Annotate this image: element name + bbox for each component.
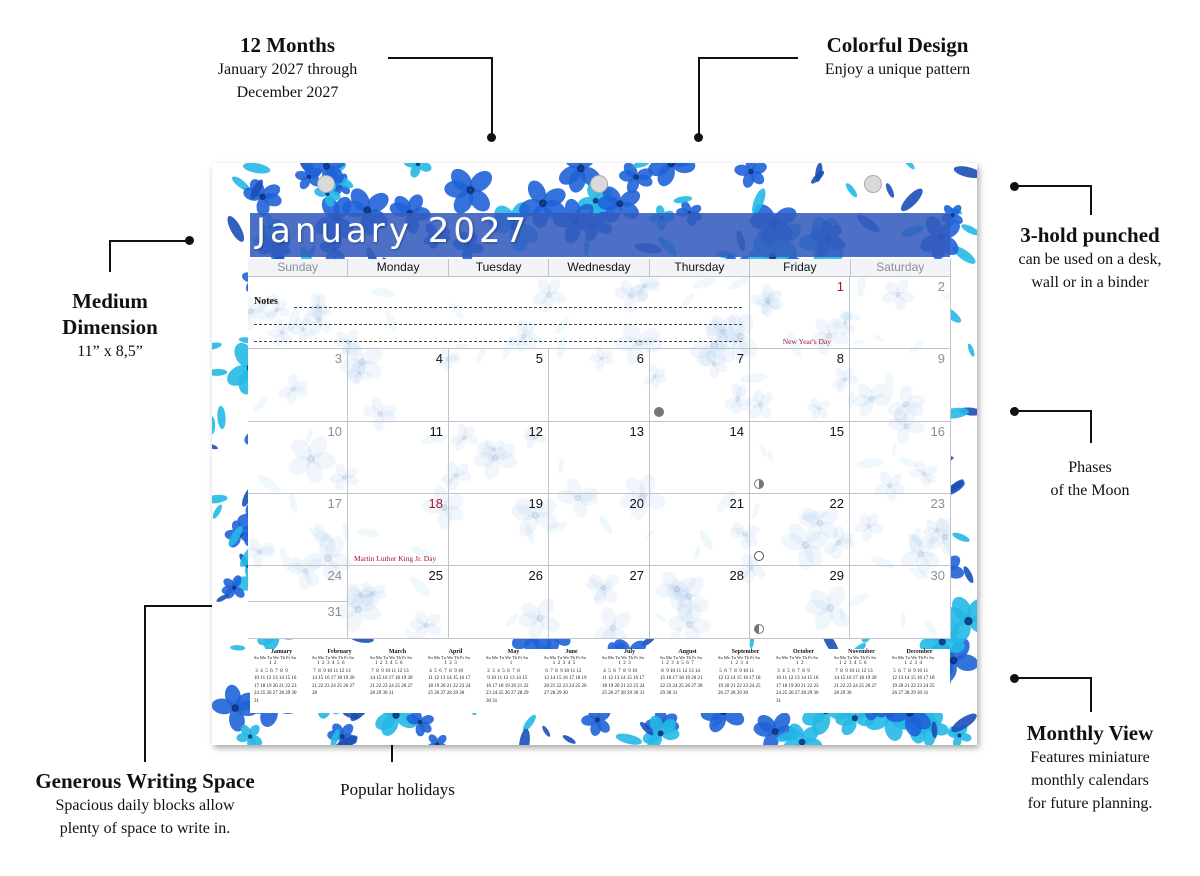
mini-week-row: 28 29 30 31 [370,691,394,696]
day-cell[interactable] [348,494,449,566]
callout-text: plenty of space to write in. [59,820,231,837]
callout-title: 12 Months [239,33,336,57]
mini-calendar-may [486,649,541,713]
punch-hole-right [864,175,882,193]
mini-week-row: 7 8 9 10 11 12 13 [834,668,873,674]
mini-week-row: 2 3 4 5 6 7 8 [486,668,520,674]
day-number: 4 [435,351,443,366]
day-number: 6 [636,351,644,366]
mini-week-row: 17 18 19 20 21 22 23 [776,683,819,689]
callout-title: Medium [72,289,148,313]
mini-week-row: 25 26 27 28 29 30 31 [602,691,645,696]
day-cell[interactable] [650,566,750,639]
day-number: 1 [836,279,844,294]
mini-month-name: December [906,649,933,655]
month-grid [248,259,951,639]
mini-week-row: 5 6 7 8 9 10 11 [718,668,755,674]
callout-text: monthly calendars [1031,772,1149,789]
mini-week-row: 24 25 26 27 28 29 30 [254,691,297,696]
leader-dot [694,133,703,142]
day-number: 15 [829,424,844,439]
callout-title: Colorful Design [826,33,969,57]
day-cell[interactable] [750,494,850,566]
callout-title: Dimension [62,315,158,339]
month-title: January 2027 [256,211,531,251]
mini-week-row: 10 11 12 13 14 15 16 [776,676,819,681]
mini-week-row: 11 12 13 14 15 16 17 [602,676,645,681]
mini-week-row: 1 2 [776,661,804,666]
mini-weekday-header: Su Mo Tu We Th Fr Sa [834,655,876,660]
day-number: 12 [528,424,543,439]
day-cell[interactable] [850,349,951,422]
punch-hole-left [317,175,335,193]
leader-dot [185,236,194,245]
mini-week-row: 28 [312,691,317,696]
day-cell[interactable] [549,566,650,639]
weekday-header [248,259,951,277]
mini-calendar-september [718,649,773,713]
callout-text: Spacious daily blocks allow [55,797,235,814]
weekday-sunday: Sunday [248,259,348,276]
callout-text: Enjoy a unique pattern [824,61,971,78]
day-cell[interactable] [449,494,549,566]
mini-week-row: 10 11 12 13 14 15 16 [254,676,297,681]
day-number: 10 [327,424,342,439]
day-number: 24 [327,568,342,583]
mini-week-row: 1 2 3 4 5 6 [834,661,867,666]
mini-week-row: 12 13 14 15 16 17 18 [718,676,761,681]
note-line [254,324,742,325]
mini-week-row: 19 20 21 22 23 24 25 [892,683,935,689]
note-line [294,307,742,308]
day-cell[interactable] [348,422,449,494]
new-moon-icon [654,407,664,417]
day-number: 19 [528,496,543,511]
mini-week-row: 22 23 24 25 26 27 28 [660,683,703,689]
mini-week-row: 29 30 31 [660,691,678,696]
mini-week-row: 4 5 6 7 8 9 10 [602,668,637,674]
mini-weekday-header: Su Mo Tu We Th Fr Sa [892,655,934,660]
day-number: 26 [528,568,543,583]
leader-line [1014,677,1092,679]
leader-dot [487,133,496,142]
day-number: 8 [836,351,844,366]
mini-week-row: 24 25 26 27 28 29 30 [776,691,819,696]
callout-text: of the Moon [1050,482,1130,499]
mini-week-row: 1 [486,661,513,666]
callout-text: Popular holidays [340,780,455,799]
mini-weekday-header: Su Mo Tu We Th Fr Sa [718,655,760,660]
notes-label: Notes [254,296,278,307]
full-moon-icon [754,551,764,561]
day-cell[interactable] [248,349,348,422]
day-number: 11 [429,424,443,439]
callout-title: Generous Writing Space [35,769,255,793]
last-quarter-moon-icon [754,624,764,634]
mini-week-row: 28 29 30 [834,691,852,696]
mini-week-row: 3 4 5 6 7 8 9 [254,668,288,674]
leader-line [1090,185,1092,215]
day-number: 30 [930,568,945,583]
leader-line [388,57,492,59]
day-number: 31 [327,604,342,619]
mini-week-row: 23 24 25 26 27 28 29 [486,691,529,696]
callout-text: December 2027 [236,84,339,101]
day-number: 16 [930,424,945,439]
day-cell[interactable] [549,494,650,566]
calendar-sheet [212,163,977,745]
day-cell[interactable] [850,277,951,349]
leader-line [1014,410,1092,412]
leader-line [144,605,146,762]
leader-line [1090,410,1092,443]
mini-month-name: May [507,649,520,655]
day-cell[interactable] [248,602,348,639]
day-number: 17 [327,496,342,511]
first-quarter-moon-icon [754,479,764,489]
callout-text: 11” x 8,5” [77,343,143,360]
mini-calendar-october [776,649,831,713]
day-cell[interactable] [449,422,549,494]
mini-week-row: 1 2 3 4 5 6 7 [660,661,694,666]
mini-weekday-header: Su Mo Tu We Th Fr Sa [254,655,296,660]
callout-text: wall or in a binder [1031,274,1149,291]
day-cell[interactable] [750,422,850,494]
day-number: 3 [334,351,342,366]
mini-week-row: 25 26 27 28 29 30 [428,691,465,696]
mini-week-row: 1 2 3 [428,661,457,666]
day-number: 28 [729,568,744,583]
leader-line [698,57,700,137]
mini-week-row: 15 16 17 18 19 20 21 [660,676,703,681]
mini-weekday-header: Su Mo Tu We Th Fr Sa [544,655,586,660]
mini-week-row: 27 28 29 30 [544,691,568,696]
mini-month-name: February [327,649,352,655]
day-number: 5 [535,351,543,366]
mini-week-row: 1 2 3 4 5 6 [370,661,403,666]
mini-calendar-january [254,649,309,713]
notes-area[interactable] [248,277,750,349]
leader-line [109,240,189,242]
mini-calendars [250,649,950,713]
mini-week-row: 5 6 7 8 9 10 11 [892,668,929,674]
mini-month-name: October [793,649,814,655]
day-cell[interactable] [348,349,449,422]
day-cell[interactable] [750,566,850,639]
mini-week-row: 14 15 16 17 18 19 20 [370,676,413,681]
mini-weekday-header: Su Mo Tu We Th Fr Sa [312,655,354,660]
mini-month-name: March [388,649,407,655]
mini-week-row: 20 21 22 23 24 25 26 [544,683,587,689]
mini-week-row: 6 7 8 9 10 11 12 [544,668,582,674]
leader-line [1014,185,1092,187]
mini-month-name: August [678,649,697,655]
day-cell[interactable] [248,566,348,602]
day-number: 23 [930,496,945,511]
mini-calendar-march [370,649,425,713]
mini-month-name: November [848,649,875,655]
callout-text: Features miniature [1030,749,1150,766]
mini-week-row: 18 19 20 21 22 23 24 [428,683,471,689]
mini-weekday-header: Su Mo Tu We Th Fr Sa [660,655,702,660]
callout-monthly-view [1000,720,1180,815]
mini-week-row: 7 8 9 10 11 12 13 [370,668,409,674]
mini-week-row: 9 10 11 12 13 14 15 [486,676,528,681]
day-number: 9 [937,351,945,366]
callout-hole-punched [985,222,1195,294]
mini-week-row: 11 12 13 14 15 16 17 [428,676,471,681]
mini-week-row: 21 22 23 24 25 26 27 [312,683,355,689]
mini-week-row: 31 [776,698,781,704]
note-line [254,341,742,342]
mini-month-name: June [565,649,578,655]
mini-week-row: 21 22 23 24 25 26 27 [834,683,877,689]
holiday-label: New Year's Day [782,337,831,346]
day-cell[interactable] [850,494,951,566]
leader-line [698,57,798,59]
day-cell[interactable] [449,566,549,639]
day-number: 21 [729,496,744,511]
mini-week-row: 12 13 14 15 16 17 18 [892,676,935,681]
mini-weekday-header: Su Mo Tu We Th Fr Sa [776,655,818,660]
day-number: 29 [829,568,844,583]
day-cell[interactable] [750,349,850,422]
day-number: 13 [629,424,644,439]
mini-week-row: 16 17 18 19 20 21 22 [486,683,529,689]
mini-week-row: 26 27 28 29 30 [718,691,748,696]
day-number: 7 [736,351,744,366]
weekday-saturday: Saturday [851,259,951,276]
mini-calendar-april [428,649,483,713]
leader-line [491,57,493,137]
mini-week-row: 19 20 21 22 23 24 25 [718,683,761,689]
weekday-monday: Monday [348,259,448,276]
mini-week-row: 18 19 20 21 22 23 24 [602,683,645,689]
day-cell[interactable] [549,349,650,422]
callout-colorful-design [800,32,995,81]
day-number: 22 [829,496,844,511]
mini-month-name: July [623,649,635,655]
day-cell[interactable] [750,277,850,349]
holiday-label: Martin Luther King Jr. Day [354,554,437,563]
mini-week-row: 21 22 23 24 25 26 27 [370,683,413,689]
callout-writing-space [10,768,280,840]
day-cell[interactable] [449,349,549,422]
mini-week-row: 7 8 9 10 11 12 13 [312,668,351,674]
mini-week-row: 3 4 5 6 7 8 9 [776,668,810,674]
mini-weekday-header: Su Mo Tu We Th Fr Sa [428,655,470,660]
mini-week-row: 1 2 3 4 [718,661,748,666]
weekday-wednesday: Wednesday [549,259,649,276]
mini-week-row: 14 15 16 17 18 19 20 [312,676,355,681]
mini-week-row: 1 2 3 4 5 6 [312,661,345,666]
mini-week-row: 26 27 28 29 30 31 [892,691,929,696]
mini-week-row: 8 9 10 11 12 13 14 [660,668,700,674]
mini-month-name: September [731,649,760,655]
mini-weekday-header: Su Mo Tu We Th Fr Sa [602,655,644,660]
mini-weekday-header: Su Mo Tu We Th Fr Sa [370,655,412,660]
mini-week-row: 17 18 19 20 21 22 23 [254,683,297,689]
mini-week-row: 1 2 3 4 5 [544,661,576,666]
callout-medium-dimension [40,288,180,363]
mini-calendar-july [602,649,657,713]
day-number: 14 [729,424,744,439]
day-cell[interactable] [248,494,348,566]
callout-text: Phases [1068,459,1112,476]
callout-title: Monthly View [1026,721,1154,745]
callout-title: 3-hold punched [1020,223,1160,247]
callout-text: can be used on a desk, [1018,251,1162,268]
mini-weekday-header: Su Mo Tu We Th Fr Sa [486,655,528,660]
callout-12-months [190,32,385,104]
day-cell[interactable] [549,422,650,494]
callout-popular-holidays [310,778,485,801]
mini-calendar-february [312,649,367,713]
day-cell[interactable] [650,422,750,494]
mini-week-row: 1 2 3 4 [892,661,922,666]
mini-week-row: 4 5 6 7 8 9 10 [428,668,463,674]
day-cell[interactable] [850,422,951,494]
mini-month-name: January [270,649,293,655]
mini-week-row: 1 2 [254,661,277,666]
day-number: 25 [428,568,443,583]
day-cell[interactable] [650,349,750,422]
day-number: 27 [629,568,644,583]
day-cell[interactable] [850,566,951,639]
day-cell[interactable] [348,566,449,639]
mini-week-row: 30 31 [486,698,498,704]
day-number: 20 [629,496,644,511]
mini-calendar-november [834,649,889,713]
callout-text: for future planning. [1027,795,1153,812]
mini-week-row: 14 15 16 17 18 19 20 [834,676,877,681]
leader-line [1090,677,1092,712]
weekday-tuesday: Tuesday [449,259,549,276]
mini-calendar-august [660,649,715,713]
mini-week-row: 1 2 3 [602,661,631,666]
day-cell[interactable] [650,494,750,566]
callout-text: January 2027 through [217,61,358,78]
mini-month-name: April [448,649,463,655]
day-number: 2 [937,279,945,294]
weekday-friday: Friday [750,259,850,276]
callout-moon-phases [1020,456,1160,502]
day-number: 18 [428,496,443,511]
leader-line [109,240,111,272]
weekday-thursday: Thursday [650,259,750,276]
mini-calendar-december [892,649,947,713]
mini-week-row: 31 [254,698,259,704]
mini-calendar-june [544,649,599,713]
day-cell[interactable] [248,422,348,494]
punch-hole-center [590,175,608,193]
mini-week-row: 13 14 15 16 17 18 19 [544,676,587,681]
